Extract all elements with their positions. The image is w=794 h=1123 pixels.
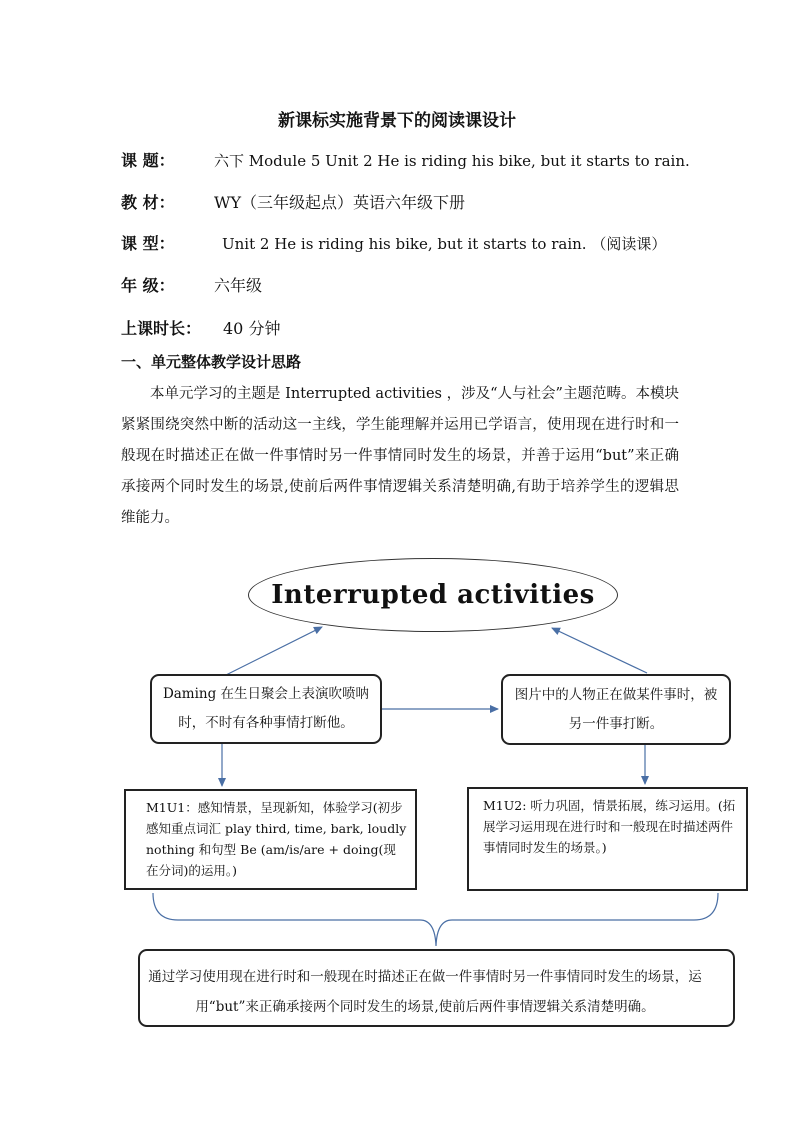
meta-lesson-type-key: 课 型： [121, 234, 175, 253]
meta-textbook [121, 190, 465, 213]
meta-topic [121, 148, 690, 171]
meta-grade [121, 273, 262, 296]
summary-text: 通过学习使用现在进行时和一般现在时描述正在做一件事情时另一件事情同时发生的场景，运用“but”来正确承接两个同时发生的场景,使前后两件事情逻辑关系清楚明确。 [148, 969, 702, 1015]
meta-textbook-value: WY（三年级起点）英语六年级下册 [214, 193, 466, 212]
meta-grade-value: 六年级 [214, 276, 263, 295]
right-scenario-box [501, 674, 731, 745]
meta-topic-value: 六下 Module 5 Unit 2 He is riding his bike, but it starts to rain. [214, 152, 690, 170]
meta-textbook-key: 教 材： [121, 193, 175, 212]
right-scenario-text: 图片中的人物正在做某件事时，被另一件事打断。 [514, 686, 718, 732]
meta-lesson-type-value: Unit 2 He is riding his bike, but it starts to rain. （阅读课） [222, 235, 667, 253]
meta-topic-key: 课 题： [121, 151, 175, 170]
left-detail-box [124, 789, 417, 890]
left-scenario-text: Daming 在生日聚会上表演吹喷呐时，不时有各种事情打断他。 [162, 686, 370, 731]
arrow-right-to-center [552, 628, 647, 673]
brace [153, 893, 718, 946]
left-scenario-box [150, 674, 382, 744]
right-detail-box [467, 787, 748, 891]
meta-lesson-type [121, 231, 666, 254]
body-paragraph [121, 379, 679, 534]
paragraph-text: 本单元学习的主题是 Interrupted activities ，涉及“人与社会”主题范畴。本模块紧紧围绕突然中断的活动这一主线，学生能理解并运用已学语言，使用现在进行时和一般现在时描述正在做一件事情时另一件事情同时发生的场景，并善于运用“but”来正确承接两个同时发生的场景,使前后两件事情逻辑关系清楚明确,有助于培养学生的逻辑思维能力。 [121, 386, 679, 526]
meta-grade-key: 年 级： [121, 276, 175, 295]
left-detail-text: M1U1：感知情景，呈现新知，体验学习(初步感知重点词汇 play third, time, bark, loudly nothing 和句型 Be (am/is/are + doing(现在分词)的运用。) [146, 800, 407, 878]
meta-duration-key: 上课时长： [121, 319, 202, 338]
page-title: 新课标实施背景下的阅读课设计 [278, 111, 516, 131]
meta-duration-value: 40 分钟 [223, 319, 281, 338]
center-ellipse [248, 558, 618, 632]
right-detail-text: M1U2: 听力巩固，情景拓展，练习运用。(拓展学习运用现在进行时和一般现在时描述两件事情同时发生的场景。) [483, 798, 736, 855]
section-heading: 一、单元整体教学设计思路 [121, 353, 302, 371]
arrow-left-to-center [226, 627, 322, 675]
meta-duration [121, 316, 280, 339]
center-label: Interrupted activities [271, 580, 595, 610]
